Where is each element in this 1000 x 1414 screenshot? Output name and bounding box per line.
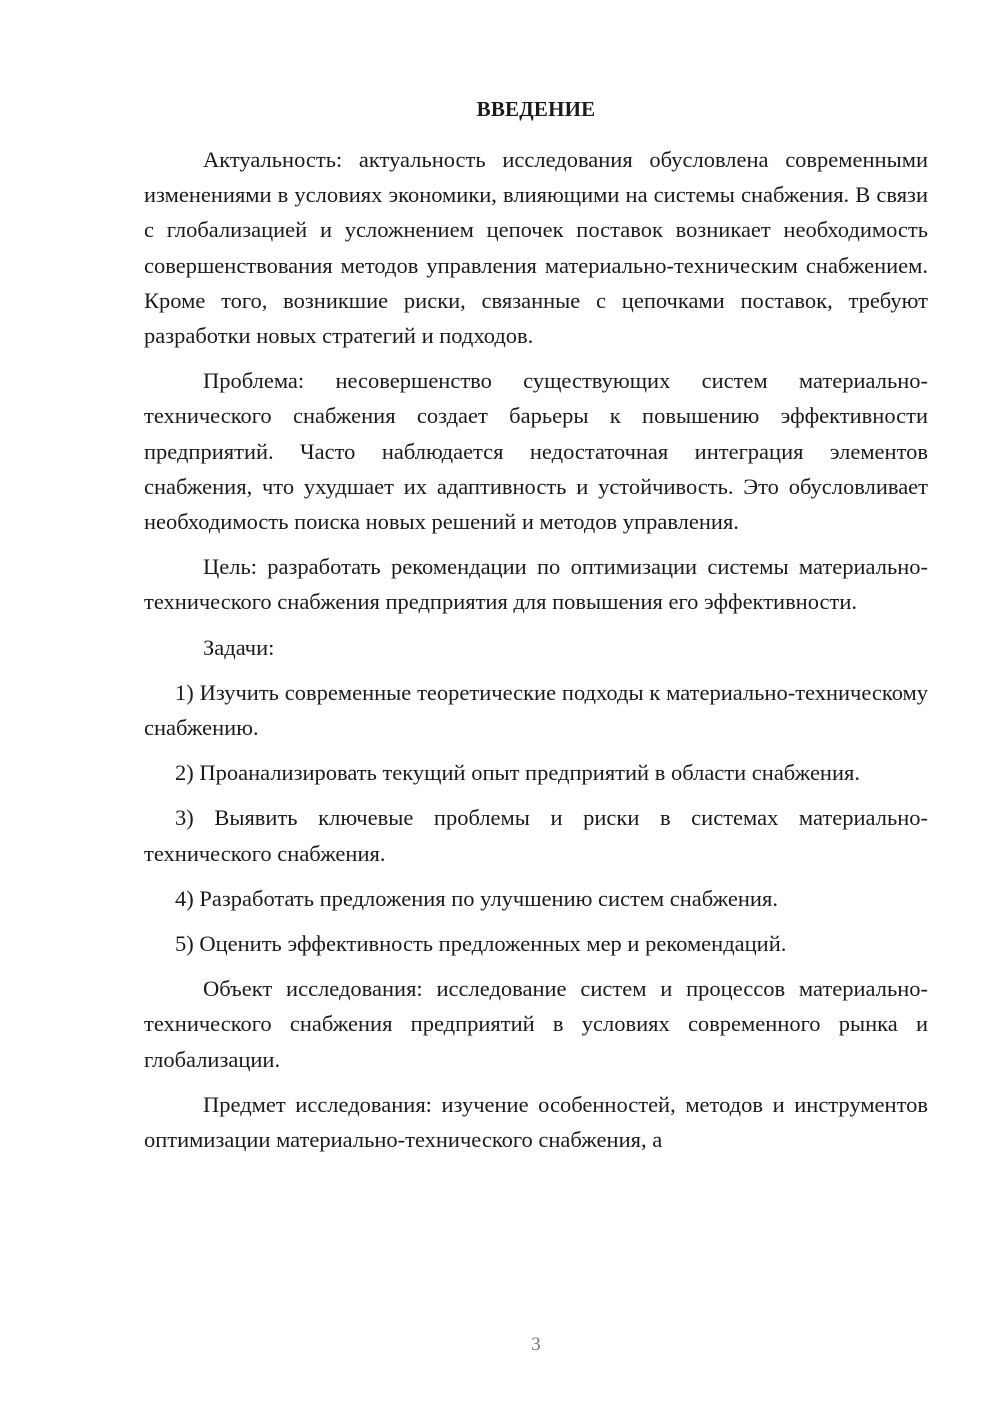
page-number: 3 xyxy=(531,1334,541,1355)
task-item-1: 1) Изучить современные теоретические подходы к материально-техническому снабжению. xyxy=(144,679,928,741)
paragraph-relevance: Актуальность: актуальность исследования обусловлена современными изменениями в условиях экономики, влияющими на системы снабжения. В связи с глобализацией и усложнением цепочек поставок возникает необходимость совершенствования методов управления материально-техническим снабжением. Кроме того, возникшие риски, связанные с цепочками поставок, требуют разработки новых стратегий и подходов. xyxy=(144,147,928,349)
task-item-3: 3) Выявить ключевые проблемы и риски в системах материально-технического снабжения. xyxy=(144,805,928,866)
task-item-5: 5) Оценить эффективность предложенных мер и рекомендаций. xyxy=(175,931,787,957)
task-item-4: 4) Разработать предложения по улучшению систем снабжения. xyxy=(175,885,778,911)
paragraph-object: Объект исследования: исследование систем и процессов материально-технического снабжения предприятий в условиях современного рынка и глобализации. xyxy=(144,976,928,1072)
paragraph-tasks-label: Задачи: xyxy=(203,634,275,660)
paragraph-subject: Предмет исследования: изучение особенностей, методов и инструментов оптимизации материально-технического снабжения, а xyxy=(144,1091,928,1153)
paragraph-problem: Проблема: несовершенство существующих систем материально-технического снабжения создает барьеры к повышению эффективности предприятий. Часто наблюдается недостаточная интеграция элементов снабжения, что ухудшает их адаптивность и устойчивость. Это обусловливает необходимость поиска новых решений и методов управления. xyxy=(144,368,928,535)
task-item-2: 2) Проанализировать текущий опыт предприятий в области снабжения. xyxy=(175,760,860,786)
section-heading: ВВЕДЕНИЕ xyxy=(476,97,596,121)
document-body xyxy=(144,142,928,1167)
paragraph-goal: Цель: разработать рекомендации по оптимизации системы материально-технического снабжения предприятия для повышения его эффективности. xyxy=(144,554,928,615)
